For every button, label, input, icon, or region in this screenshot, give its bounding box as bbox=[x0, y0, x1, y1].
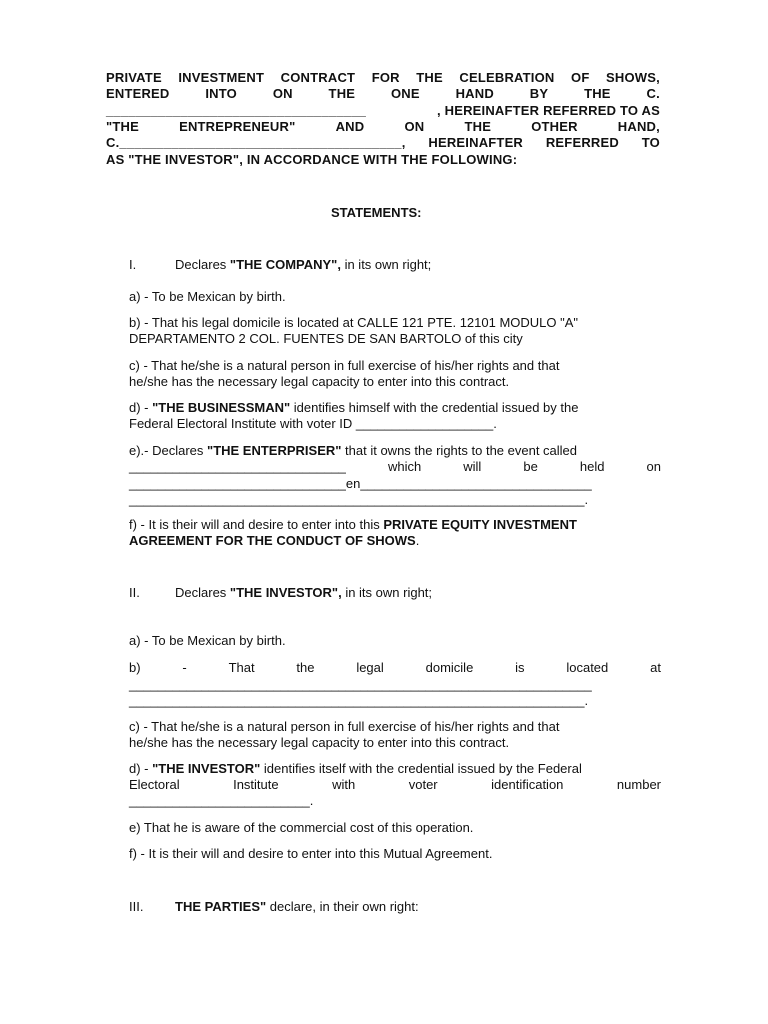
section-2-item-b-line-3: _______________________________________________________________. bbox=[129, 693, 589, 708]
word: BY bbox=[529, 86, 549, 101]
word: THE bbox=[464, 119, 492, 134]
contractor-name-blank: ___________________________________ bbox=[106, 103, 367, 118]
section-1-e-party: "THE ENTERPRISER" bbox=[207, 443, 342, 458]
word: domicile bbox=[425, 660, 474, 675]
word: That bbox=[228, 660, 255, 675]
section-1-heading bbox=[129, 257, 431, 273]
section-1-item-d-line-1 bbox=[129, 400, 578, 416]
section-2-d-prefix: d) - bbox=[129, 761, 153, 776]
section-2-item-d-line-2 bbox=[129, 777, 661, 793]
section-2-item-d-line-1 bbox=[129, 761, 582, 777]
section-1-item-c-line-1: c) - That he/she is a natural person in full exercise of his/her rights and that bbox=[129, 358, 560, 373]
section-1-item-e-line-1 bbox=[129, 443, 577, 459]
section-2-item-d-line-3: _________________________. bbox=[129, 793, 314, 808]
title-line-3-text: , HEREINAFTER REFERRED TO AS bbox=[436, 103, 660, 118]
section-1-d-prefix: d) - bbox=[129, 400, 153, 415]
statements-heading: STATEMENTS: bbox=[331, 205, 422, 220]
word: be bbox=[523, 459, 538, 474]
word: THE bbox=[584, 86, 611, 101]
section-1-item-e-line-3: ______________________________en________________________________ bbox=[129, 476, 592, 491]
section-2-heading bbox=[129, 585, 432, 601]
section-1-item-c-line-2: he/she has the necessary legal capacity to enter into this contract. bbox=[129, 374, 510, 389]
section-2-d-party: "THE INVESTOR" bbox=[152, 761, 261, 776]
word: with bbox=[332, 777, 356, 792]
word: THE bbox=[328, 86, 356, 101]
word: ON bbox=[404, 119, 425, 134]
word: FOR bbox=[371, 70, 400, 85]
section-2-rest: in its own right; bbox=[341, 585, 433, 600]
section-2-item-f: f) - It is their will and desire to enter into this Mutual Agreement. bbox=[129, 846, 493, 861]
word: C. bbox=[646, 86, 660, 101]
word: which bbox=[387, 459, 422, 474]
section-1-f-bold-1: PRIVATE EQUITY INVESTMENT bbox=[383, 517, 577, 532]
title-line-2 bbox=[106, 86, 660, 102]
word: AND bbox=[335, 119, 365, 134]
word: THE bbox=[416, 70, 443, 85]
section-2-declares: Declares bbox=[175, 585, 230, 600]
word: ONE bbox=[390, 86, 420, 101]
word: at bbox=[650, 660, 661, 675]
section-2-item-b-line-1 bbox=[129, 660, 661, 676]
word: on bbox=[646, 459, 661, 474]
word: INTO bbox=[205, 86, 237, 101]
title-line-5 bbox=[106, 135, 660, 151]
word: HAND, bbox=[617, 119, 660, 134]
word: TO bbox=[641, 135, 660, 150]
section-3-heading bbox=[129, 899, 419, 915]
word: CONTRACT bbox=[280, 70, 356, 85]
word: held bbox=[579, 459, 605, 474]
title-line-6: AS "THE INVESTOR", IN ACCORDANCE WITH THE FOLLOWING: bbox=[106, 152, 518, 167]
section-2-numeral: II. bbox=[129, 585, 140, 600]
section-2-party: "THE INVESTOR", bbox=[229, 585, 342, 600]
section-1-item-b-line-2: DEPARTAMENTO 2 COL. FUENTES DE SAN BARTOLO of this city bbox=[129, 331, 523, 346]
section-3-party: THE PARTIES" bbox=[175, 899, 267, 914]
word: INVESTMENT bbox=[178, 70, 265, 85]
word: ENTREPRENEUR" bbox=[179, 119, 296, 134]
section-3-rest: declare, in their own right: bbox=[266, 899, 419, 914]
section-1-item-b-line-1: b) - That his legal domicile is located at CALLE 121 PTE. 12101 MODULO "A" bbox=[129, 315, 579, 330]
section-1-item-d-line-2: Federal Electoral Institute with voter ID ___________________. bbox=[129, 416, 497, 431]
section-1-item-e-line-4: _______________________________________________________________. bbox=[129, 492, 589, 507]
word: the bbox=[296, 660, 315, 675]
word: ENTERED bbox=[106, 86, 170, 101]
section-1-declares: Declares bbox=[175, 257, 230, 272]
section-1-rest: in its own right; bbox=[340, 257, 432, 272]
word: Institute bbox=[233, 777, 279, 792]
word: located bbox=[566, 660, 609, 675]
section-1-numeral: I. bbox=[129, 257, 137, 272]
word: PRIVATE bbox=[106, 70, 162, 85]
title-line-3 bbox=[106, 103, 660, 119]
section-1-f-end: . bbox=[415, 533, 420, 548]
word: ______________________________ bbox=[129, 459, 346, 474]
word: is bbox=[515, 660, 525, 675]
word: REFERRED bbox=[545, 135, 619, 150]
word: voter bbox=[408, 777, 438, 792]
section-1-d-party: "THE BUSINESSMAN" bbox=[152, 400, 291, 415]
word: SHOWS, bbox=[606, 70, 660, 85]
word: identification bbox=[491, 777, 564, 792]
word: b) bbox=[129, 660, 141, 675]
title-line-1 bbox=[106, 70, 660, 86]
section-1-e-prefix: e).- Declares bbox=[129, 443, 208, 458]
word: - bbox=[182, 660, 187, 675]
section-1-item-f-line-1 bbox=[129, 517, 577, 533]
section-1-f-prefix: f) - It is their will and desire to enter into this bbox=[129, 517, 384, 532]
word: HAND bbox=[455, 86, 494, 101]
section-1-item-a: a) - To be Mexican by birth. bbox=[129, 289, 286, 304]
word: will bbox=[463, 459, 482, 474]
section-1-e-rest: that it owns the rights to the event called bbox=[341, 443, 578, 458]
section-3-numeral: III. bbox=[129, 899, 144, 914]
section-1-item-f-line-2 bbox=[129, 533, 419, 549]
word: OF bbox=[571, 70, 590, 85]
word: OTHER bbox=[531, 119, 578, 134]
word: "THE bbox=[106, 119, 139, 134]
section-1-item-e-line-2 bbox=[129, 459, 661, 475]
section-1-party: "THE COMPANY", bbox=[229, 257, 341, 272]
section-1-d-rest: identifies himself with the credential issued by the bbox=[290, 400, 579, 415]
section-2-d-rest: identifies itself with the credential issued by the Federal bbox=[260, 761, 582, 776]
section-2-item-a: a) - To be Mexican by birth. bbox=[129, 633, 286, 648]
section-2-item-e: e) That he is aware of the commercial cost of this operation. bbox=[129, 820, 474, 835]
section-1-f-bold-2: AGREEMENT FOR THE CONDUCT OF SHOWS bbox=[129, 533, 416, 548]
section-2-item-c-line-1: c) - That he/she is a natural person in full exercise of his/her rights and that bbox=[129, 719, 560, 734]
word: ON bbox=[272, 86, 293, 101]
section-2-item-c-line-2: he/she has the necessary legal capacity to enter into this contract. bbox=[129, 735, 510, 750]
word: HEREINAFTER bbox=[428, 135, 524, 150]
title-line-4 bbox=[106, 119, 660, 135]
word: C.______________________________________, bbox=[106, 135, 406, 150]
section-2-item-b-line-2: ________________________________________________________________ bbox=[129, 677, 592, 692]
word: legal bbox=[356, 660, 384, 675]
word: CELEBRATION bbox=[459, 70, 555, 85]
word: number bbox=[616, 777, 661, 792]
word: Electoral bbox=[129, 777, 180, 792]
